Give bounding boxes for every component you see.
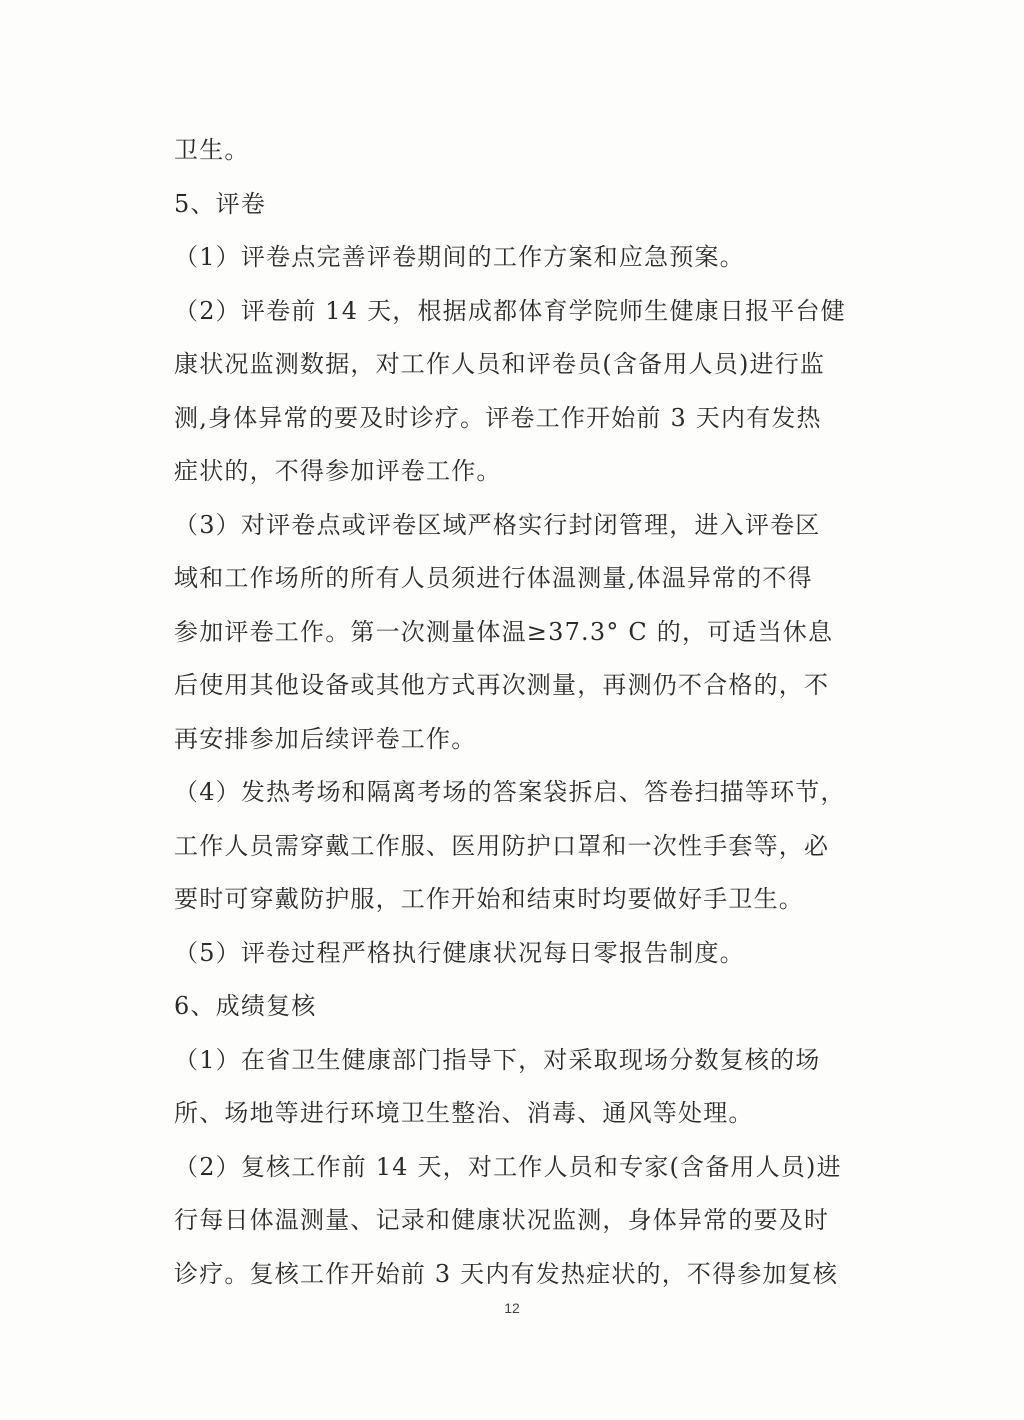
section-heading: 6、成绩复核: [174, 992, 317, 1020]
page-number: 12: [504, 1300, 520, 1316]
text-line: 工作人员需穿戴工作服、医用防护口罩和一次性手套等，必: [174, 831, 830, 860]
text-line: （4）发热考场和隔离考场的答案袋拆启、答卷扫描等环节，: [174, 778, 846, 806]
text-line: （2）复核工作前 14 天，对工作人员和专家(含备用人员)进: [174, 1152, 842, 1181]
text-line: 康状况监测数据，对工作人员和评卷员(含备用人员)进行监: [174, 350, 826, 378]
text-line: 参加评卷工作。第一次测量体温≥37.3° C 的，可适当休息: [174, 617, 834, 646]
text-line: 卫生。: [174, 136, 250, 164]
text-line: 行每日体温测量、记录和健康状况监测，身体异常的要及时: [174, 1206, 830, 1234]
text-line: 诊疗。复核工作开始前 3 天内有发热症状的，不得参加复核: [174, 1259, 839, 1288]
text-line: （2）评卷前 14 天，根据成都体育学院师生健康日报平台健: [174, 296, 846, 325]
text-line: 域和工作场所的所有人员须进行体温测量,体温异常的不得: [174, 564, 813, 592]
body-text: [174, 124, 874, 1301]
text-line: （5）评卷过程严格执行健康状况每日零报告制度。: [174, 938, 745, 967]
text-line: （3）对评卷点或评卷区域严格实行封闭管理，进入评卷区: [174, 510, 821, 539]
text-line: 要时可穿戴防护服，工作开始和结束时均要做好手卫生。: [174, 885, 804, 913]
text-line: 测,身体异常的要及时诊疗。评卷工作开始前 3 天内有发热: [174, 403, 822, 432]
text-line: 后使用其他设备或其他方式再次测量，再测仍不合格的，不: [174, 671, 830, 699]
text-line: 再安排参加后续评卷工作。: [174, 724, 477, 753]
text-line: 症状的，不得参加评卷工作。: [174, 457, 502, 485]
text-line: （1）评卷点完善评卷期间的工作方案和应急预案。: [174, 243, 745, 271]
section-heading: 5、评卷: [174, 189, 267, 218]
text-line: 所、场地等进行环境卫生整治、消毒、通风等处理。: [174, 1099, 754, 1127]
text-line: （1）在省卫生健康部门指导下，对采取现场分数复核的场: [174, 1045, 821, 1074]
